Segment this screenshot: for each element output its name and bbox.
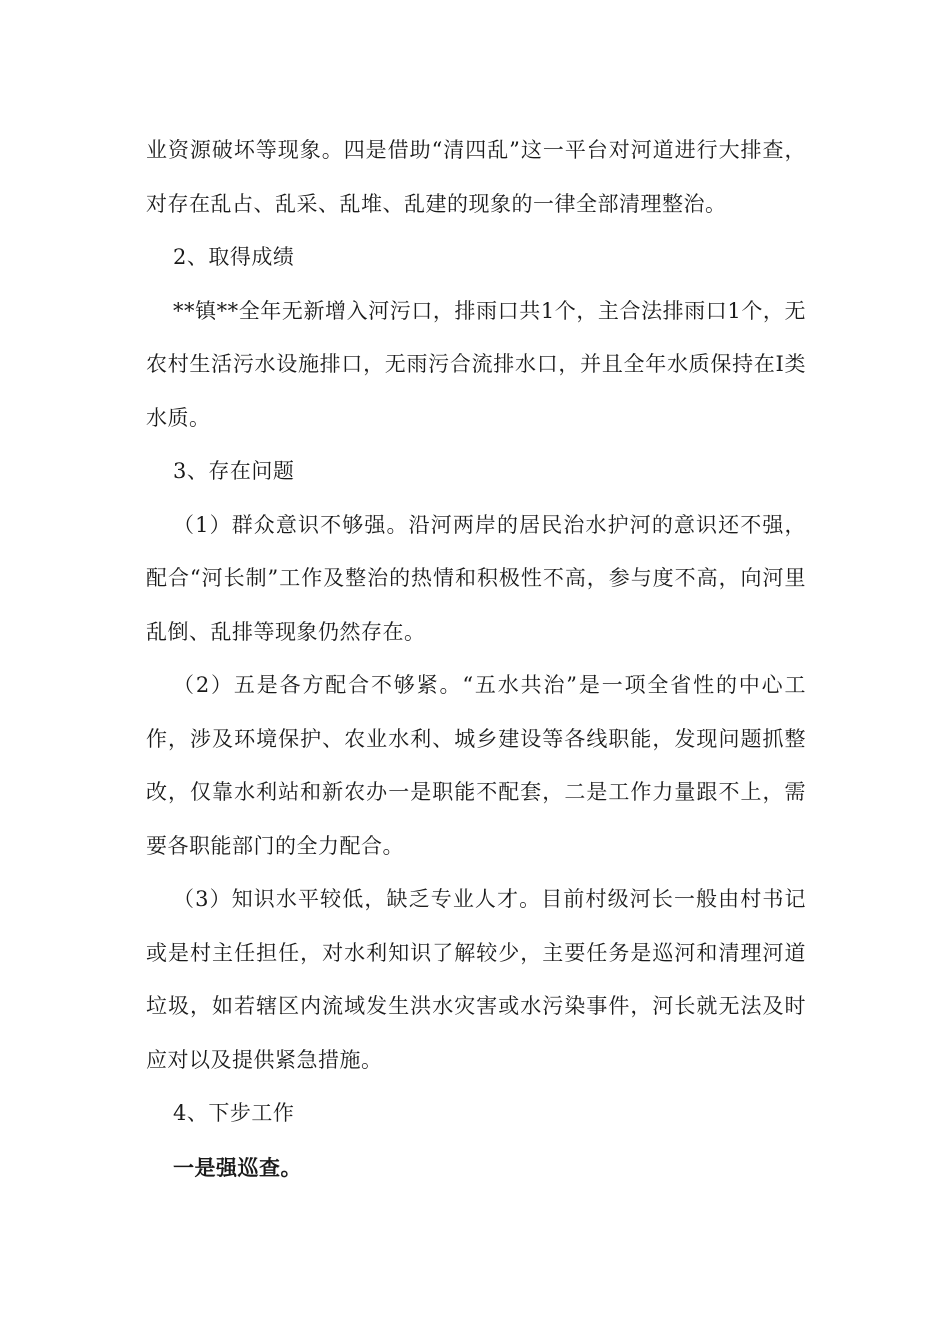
heading-achievements: 2、取得成绩 [173, 245, 295, 269]
heading-problems: 3、存在问题 [173, 459, 295, 483]
document-body [146, 124, 806, 1194]
paragraph-problem-2: （2）五是各方配合不够紧。“五水共治”是一项全省性的中心工作，涉及环境保护、农业水利、城乡建设等各线职能，发现问题抓整改，仅靠水利站和新农办一是职能不配套，二是工作力量跟不上，需要各职能部门的全力配合。 [146, 673, 806, 858]
paragraph-problem-1: （1）群众意识不够强。沿河两岸的居民治水护河的意识还不强，配合“河长制”工作及整治的热情和积极性不高，参与度不高，向河里乱倒、乱排等现象仍然存在。 [146, 512, 806, 644]
paragraph-achievements: **镇**全年无新增入河污口，排雨口共1个，主合法排雨口1个，无农村生活污水设施排口，无雨污合流排水口，并且全年水质保持在Ⅰ类水质。 [146, 298, 806, 430]
heading-next-steps: 4、下步工作 [173, 1101, 295, 1125]
paragraph-continuation: 业资源破坏等现象。四是借助“清四乱”这一平台对河道进行大排查，对存在乱占、乱采、乱堆、乱建的现象的一律全部清理整治。 [146, 138, 806, 216]
paragraph-next-step-1: 一是强巡查。 [173, 1154, 302, 1180]
paragraph-problem-3: （3）知识水平较低，缺乏专业人才。目前村级河长一般由村书记或是村主任担任，对水利知识了解较少，主要任务是巡河和清理河道垃圾，如若辖区内流域发生洪水灾害或水污染事件，河长就无法及时应对以及提供紧急措施。 [146, 887, 806, 1072]
